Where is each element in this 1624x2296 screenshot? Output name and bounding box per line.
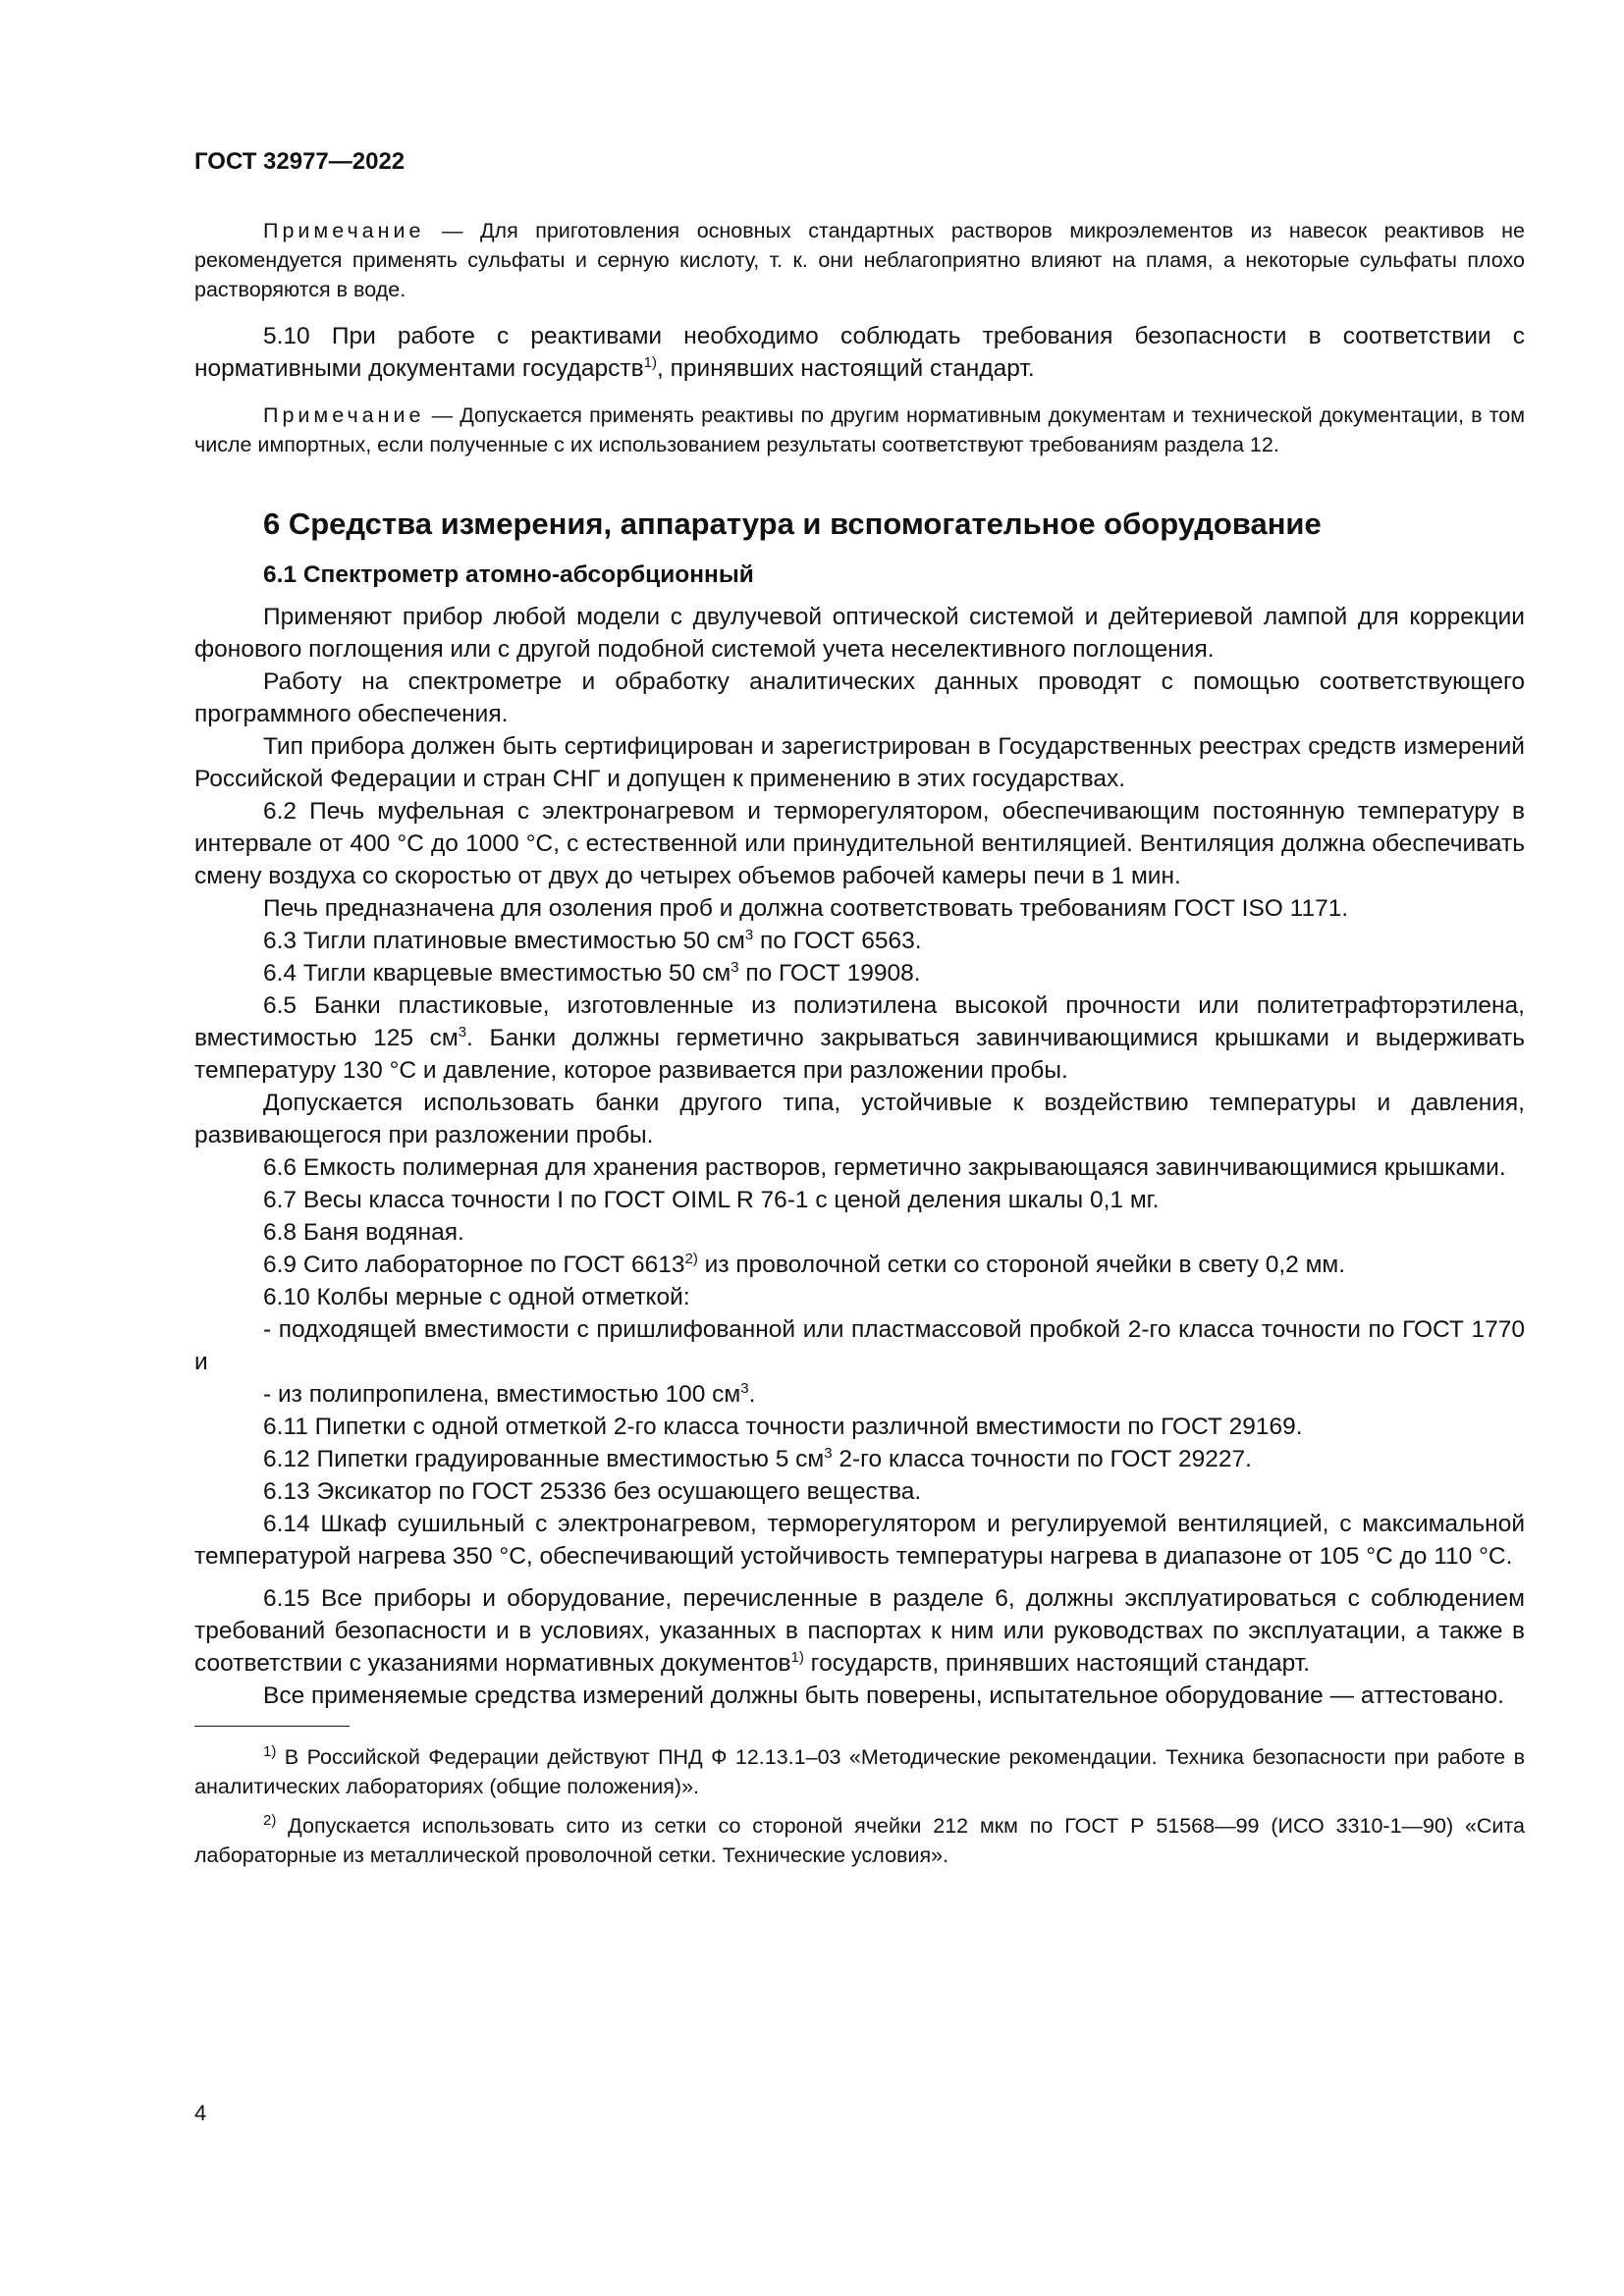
footnote-ref: 2) xyxy=(684,1250,698,1267)
footnote-marker: 2) xyxy=(263,1811,277,1829)
section-6-title: 6 Средства измерения, аппаратура и вспомогательное оборудование xyxy=(263,507,1322,541)
paragraph-6-1-c: Тип прибора должен быть сертифицирован и зарегистрирован в Государственных реестрах средств измерений Российской Федерации и стран СНГ и допущен к применению в этих государствах. xyxy=(194,733,1525,792)
paragraph-6-8: 6.8 Баня водяная. xyxy=(263,1219,464,1246)
paragraph-6-9-text: 6.9 Сито лабораторное по ГОСТ 6613 xyxy=(263,1252,685,1278)
footnote-marker: 1) xyxy=(263,1742,277,1760)
paragraph-6-12-end: 2-го класса точности по ГОСТ 29227. xyxy=(832,1446,1252,1472)
paragraph-6-4-text: 6.4 Тигли кварцевые вместимостью 50 см xyxy=(263,960,731,987)
note-1 xyxy=(194,216,1525,304)
paragraph-6-3 xyxy=(194,925,1525,957)
paragraph-6-1-a: Применяют прибор любой модели с двулучевой оптической системой и дейтериевой лампой для коррекции фонового поглощения или с другой подобной системой учета неселективного поглощения. xyxy=(194,604,1525,663)
paragraph-6-7: 6.7 Весы класса точности I по ГОСТ OIML R 76-1 с ценой деления шкалы 0,1 мг. xyxy=(263,1187,1160,1213)
paragraph-6-2-b: Печь предназначена для озоления проб и должна соответствовать требованиям ГОСТ ISO 1171. xyxy=(263,895,1349,922)
paragraph-6-5-end: . Банки должны герметично закрываться завинчивающимися крышками и выдерживать температуру 130 °C и давление, которое развивается при разложении пробы. xyxy=(194,1025,1525,1084)
superscript: 3 xyxy=(824,1444,833,1462)
paragraph-6-5-b: Допускается использовать банки другого типа, устойчивые к воздействию температуры и давления, развивающегося при разложении пробы. xyxy=(194,1090,1525,1148)
paragraph-6-10: 6.10 Колбы мерные с одной отметкой: xyxy=(263,1284,690,1310)
paragraph-6-12 xyxy=(194,1443,1525,1475)
paragraph-6-9 xyxy=(194,1249,1525,1281)
footnote-1-text: В Российской Федерации действуют ПНД Ф 12.13.1–03 «Методические рекомендации. Техника безопасности при работе в аналитических лабораториях (общие положения)». xyxy=(194,1745,1525,1798)
footnote-ref: 1) xyxy=(790,1648,804,1666)
paragraph-5-10-end: , принявших настоящий стандарт. xyxy=(657,355,1035,382)
paragraph-6-15 xyxy=(194,1582,1525,1680)
paragraph-6-3-text: 6.3 Тигли платиновые вместимостью 50 см xyxy=(263,928,745,954)
note-2-text: — Допускается применять реактивы по другим нормативным документам и технической документации, в том числе импортных, если полученные с их использованием результаты соответствуют требованиям раздела 12. xyxy=(194,403,1525,456)
paragraph-6-2: 6.2 Печь муфельная с электронагревом и терморегулятором, обеспечивающим постоянную температуру в интервале от 400 °C до 1000 °C, с естественной или принудительной вентиляцией. Вентиляция должна обеспечивать смену воздуха со скоростью от двух до четырех объемов рабочей камеры печи в 1 мин. xyxy=(194,798,1525,889)
page-number: 4 xyxy=(194,2101,207,2125)
paragraph-6-10-b xyxy=(194,1378,1525,1411)
paragraph-6-15-b: Все применяемые средства измерений должны быть поверены, испытательное оборудование — аттестовано. xyxy=(263,1682,1504,1709)
paragraph-6-4 xyxy=(194,957,1525,989)
paragraph-6-6: 6.6 Емкость полимерная для хранения растворов, герметично закрывающаяся завинчивающимися крышками. xyxy=(263,1154,1506,1181)
paragraph-6-13: 6.13 Эксикатор по ГОСТ 25336 без осушающего вещества. xyxy=(263,1478,922,1505)
paragraph-6-3-end: по ГОСТ 6563. xyxy=(753,928,922,954)
subsection-6-1-title: 6.1 Спектрометр атомно-абсорбционный xyxy=(263,561,754,588)
paragraph-6-10-b-text: - из полипропилена, вместимостью 100 см xyxy=(263,1381,741,1408)
note-label: Примечание xyxy=(263,219,425,242)
paragraph-6-12-text: 6.12 Пипетки градуированные вместимостью 5 см xyxy=(263,1446,825,1472)
paragraph-6-1-b: Работу на спектрометре и обработку аналитических данных проводят с помощью соответствующего программного обеспечения. xyxy=(194,668,1525,727)
note-2 xyxy=(194,400,1525,459)
paragraph-6-11: 6.11 Пипетки с одной отметкой 2-го класса точности различной вместимости по ГОСТ 29169. xyxy=(263,1414,1303,1440)
superscript: 3 xyxy=(744,926,754,943)
paragraph-6-15-text: 6.15 Все приборы и оборудование, перечисленные в разделе 6, должны эксплуатироваться с соблюдением требований безопасности и в условиях, указанных в паспортах к ним или руководствах по эксплуатации, а также в соответствии с указаниями нормативных документов xyxy=(194,1585,1525,1677)
paragraph-6-10-b-end: . xyxy=(748,1381,756,1408)
footnote-ref: 1) xyxy=(643,353,657,371)
footnote-2-text: Допускается использовать сито из сетки со стороной ячейки 212 мкм по ГОСТ Р 51568—99 (ИСО 3310-1—90) «Сита лабораторные из металлической проволочной сетки. Технические условия». xyxy=(194,1814,1525,1867)
note-1-text: — Для приготовления основных стандартных растворов микроэлементов из навесок реактивов не рекомендуется применять сульфаты и серную кислоту, т. к. они неблагоприятно влияют на пламя, а некоторые сульфаты плохо растворяются в воде. xyxy=(194,219,1525,301)
footnote-2 xyxy=(194,1811,1525,1870)
footnote-divider xyxy=(194,1726,350,1727)
paragraph-6-5-text: 6.5 Банки пластиковые, изготовленные из полиэтилена высокой прочности или политетрафторэтилена, вместимостью 125 см xyxy=(194,992,1525,1051)
paragraph-6-9-end: из проволочной сетки со стороной ячейки в свету 0,2 мм. xyxy=(697,1252,1346,1278)
note-label: Примечание xyxy=(263,403,425,427)
footnote-1 xyxy=(194,1742,1525,1801)
paragraph-5-10-text: 5.10 При работе с реактивами необходимо соблюдать требования безопасности в соответствии с нормативными документами государств xyxy=(194,323,1525,382)
paragraph-6-10-a: - подходящей вместимости с пришлифованной или пластмассовой пробкой 2-го класса точности по ГОСТ 1770 и xyxy=(194,1316,1525,1375)
superscript: 3 xyxy=(731,958,739,976)
paragraph-6-14: 6.14 Шкаф сушильный с электронагревом, терморегулятором и регулируемой вентиляцией, с максимальной температурой нагрева 350 °C, обеспечивающий устойчивость температуры нагрева в диапазоне от 105 °C до 110 °C. xyxy=(194,1511,1525,1570)
paragraph-6-4-end: по ГОСТ 19908. xyxy=(738,960,921,987)
paragraph-5-10 xyxy=(194,320,1525,385)
superscript: 3 xyxy=(740,1379,749,1397)
paragraph-6-15-end: государств, принявших настоящий стандарт. xyxy=(803,1650,1311,1677)
document-header: ГОСТ 32977—2022 xyxy=(194,148,406,175)
paragraph-6-5 xyxy=(194,989,1525,1087)
document-page xyxy=(194,147,1525,1880)
superscript: 3 xyxy=(458,1023,467,1041)
